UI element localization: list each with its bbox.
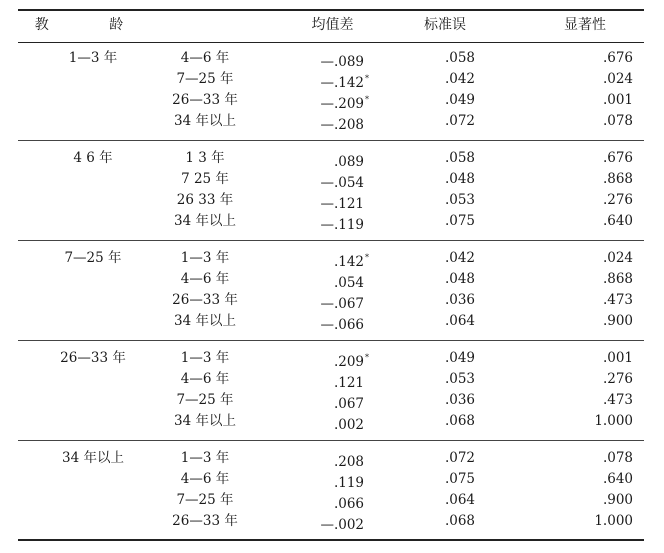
mean-difference-number: —.119: [320, 217, 364, 233]
significance-star: *: [365, 353, 369, 362]
standard-error-value: .064: [444, 313, 475, 329]
mean-difference-number: —.208: [320, 117, 364, 133]
standard-error-value: .053: [444, 192, 475, 208]
significance-value: 1.000: [594, 513, 633, 529]
comparison-group: 4—6 年: [180, 371, 230, 387]
mean-difference-number: —.089: [320, 54, 364, 70]
standard-error-value: .072: [444, 450, 475, 466]
significance-value: .868: [602, 171, 633, 187]
comparison-group: 7—25 年: [176, 71, 234, 87]
mean-difference-value: [290, 49, 370, 71]
group-label: 7—25 年: [64, 250, 122, 266]
mean-difference-number: .054: [333, 275, 364, 291]
mean-difference-number: —.209: [320, 96, 364, 112]
significance-value: .676: [602, 150, 633, 166]
header-rule: [18, 42, 644, 43]
significance-value: .276: [602, 192, 633, 208]
group-label: 34 年以上: [62, 450, 124, 466]
significance-value: .900: [602, 313, 633, 329]
comparison-group: 7—25 年: [176, 392, 234, 408]
comparison-group: 26—33 年: [172, 513, 238, 529]
significance-value: .473: [602, 292, 633, 308]
comparison-group: 1—3 年: [180, 450, 230, 466]
standard-error-value: .048: [444, 271, 475, 287]
significance-star: *: [365, 95, 369, 104]
mean-difference-value: [290, 191, 370, 213]
comparison-group: 7 25 年: [181, 171, 229, 187]
group-label: 1—3 年: [68, 50, 118, 66]
group-separator-rule: [18, 440, 644, 441]
comparison-group: 34 年以上: [174, 413, 236, 429]
mean-difference-value: [290, 312, 370, 334]
significance-value: .640: [602, 471, 633, 487]
comparison-group: 4—6 年: [180, 50, 230, 66]
comparison-group: 7—25 年: [176, 492, 234, 508]
table-top-rule: [18, 9, 644, 11]
mean-difference-number: —.002: [320, 517, 364, 533]
mean-difference-number: .066: [333, 496, 364, 512]
significance-value: .676: [602, 50, 633, 66]
significance-value: .001: [602, 350, 633, 366]
comparison-group: 4—6 年: [180, 471, 230, 487]
significance-value: .276: [602, 371, 633, 387]
standard-error-value: .064: [444, 492, 475, 508]
mean-difference-number: .002: [333, 417, 364, 433]
mean-difference-value: [290, 70, 370, 92]
header-standard-error: 标准误: [424, 17, 466, 33]
mean-difference-number: .142: [333, 254, 364, 270]
mean-difference-number: .208: [333, 454, 364, 470]
significance-value: .024: [602, 250, 633, 266]
standard-error-value: .036: [444, 392, 475, 408]
mean-difference-value: [290, 391, 370, 413]
significance-value: 1.000: [594, 413, 633, 429]
group-separator-rule: [18, 140, 644, 141]
significance-value: .473: [602, 392, 633, 408]
comparison-group: 26—33 年: [172, 92, 238, 108]
mean-difference-value: [290, 470, 370, 492]
standard-error-value: .053: [444, 371, 475, 387]
mean-difference-value: [290, 212, 370, 234]
mean-difference-number: —.142: [320, 75, 364, 91]
mean-difference-value: [290, 370, 370, 392]
standard-error-value: .068: [444, 413, 475, 429]
comparison-group: 1—3 年: [180, 250, 230, 266]
comparison-group: 34 年以上: [174, 113, 236, 129]
header-significance: 显著性: [564, 17, 606, 33]
header-mean-difference: 均值差: [311, 17, 354, 33]
mean-difference-number: —.067: [320, 296, 364, 312]
comparison-group: 4—6 年: [180, 271, 230, 287]
comparison-group: 26 33 年: [176, 192, 234, 208]
mean-difference-number: .089: [333, 154, 364, 170]
mean-difference-value: [290, 512, 370, 534]
mean-difference-value: [290, 170, 370, 192]
standard-error-value: .075: [444, 213, 475, 229]
significance-star: *: [365, 74, 369, 83]
mean-difference-number: .119: [333, 475, 364, 491]
mean-difference-number: .121: [333, 375, 364, 391]
standard-error-value: .075: [444, 471, 475, 487]
mean-difference-value: [290, 449, 370, 471]
mean-difference-number: —.066: [320, 317, 364, 333]
significance-star: *: [365, 253, 369, 262]
mean-difference-number: —.054: [320, 175, 364, 191]
mean-difference-number: .209: [333, 354, 364, 370]
significance-value: .078: [602, 113, 633, 129]
mean-difference-value: [290, 291, 370, 313]
comparison-group: 1—3 年: [180, 350, 230, 366]
group-label: 26—33 年: [60, 350, 126, 366]
standard-error-value: .049: [444, 350, 475, 366]
standard-error-value: .036: [444, 292, 475, 308]
group-label: 4 6 年: [73, 150, 113, 166]
standard-error-value: .042: [444, 71, 475, 87]
comparison-group: 34 年以上: [174, 213, 236, 229]
mean-difference-number: —.121: [320, 196, 364, 212]
significance-value: .900: [602, 492, 633, 508]
comparison-group: 34 年以上: [174, 313, 236, 329]
significance-value: .868: [602, 271, 633, 287]
header-teaching-age: 教 龄: [34, 17, 152, 33]
significance-value: .001: [602, 92, 633, 108]
standard-error-value: .072: [444, 113, 475, 129]
mean-difference-value: [290, 412, 370, 434]
group-separator-rule: [18, 240, 644, 241]
mean-difference-value: [290, 270, 370, 292]
comparison-group: 1 3 年: [185, 150, 225, 166]
significance-value: .078: [602, 450, 633, 466]
mean-difference-value: [290, 349, 370, 371]
significance-value: .024: [602, 71, 633, 87]
mean-difference-value: [290, 149, 370, 171]
mean-difference-value: [290, 249, 370, 271]
mean-difference-number: .067: [333, 396, 364, 412]
mean-difference-value: [290, 91, 370, 113]
comparison-group: 26—33 年: [172, 292, 238, 308]
significance-value: .640: [602, 213, 633, 229]
standard-error-value: .058: [444, 150, 475, 166]
mean-difference-value: [290, 491, 370, 513]
group-separator-rule: [18, 340, 644, 341]
standard-error-value: .068: [444, 513, 475, 529]
standard-error-value: .058: [444, 50, 475, 66]
standard-error-value: .049: [444, 92, 475, 108]
mean-difference-value: [290, 112, 370, 134]
standard-error-value: .042: [444, 250, 475, 266]
standard-error-value: .048: [444, 171, 475, 187]
table-bottom-rule: [18, 539, 644, 541]
